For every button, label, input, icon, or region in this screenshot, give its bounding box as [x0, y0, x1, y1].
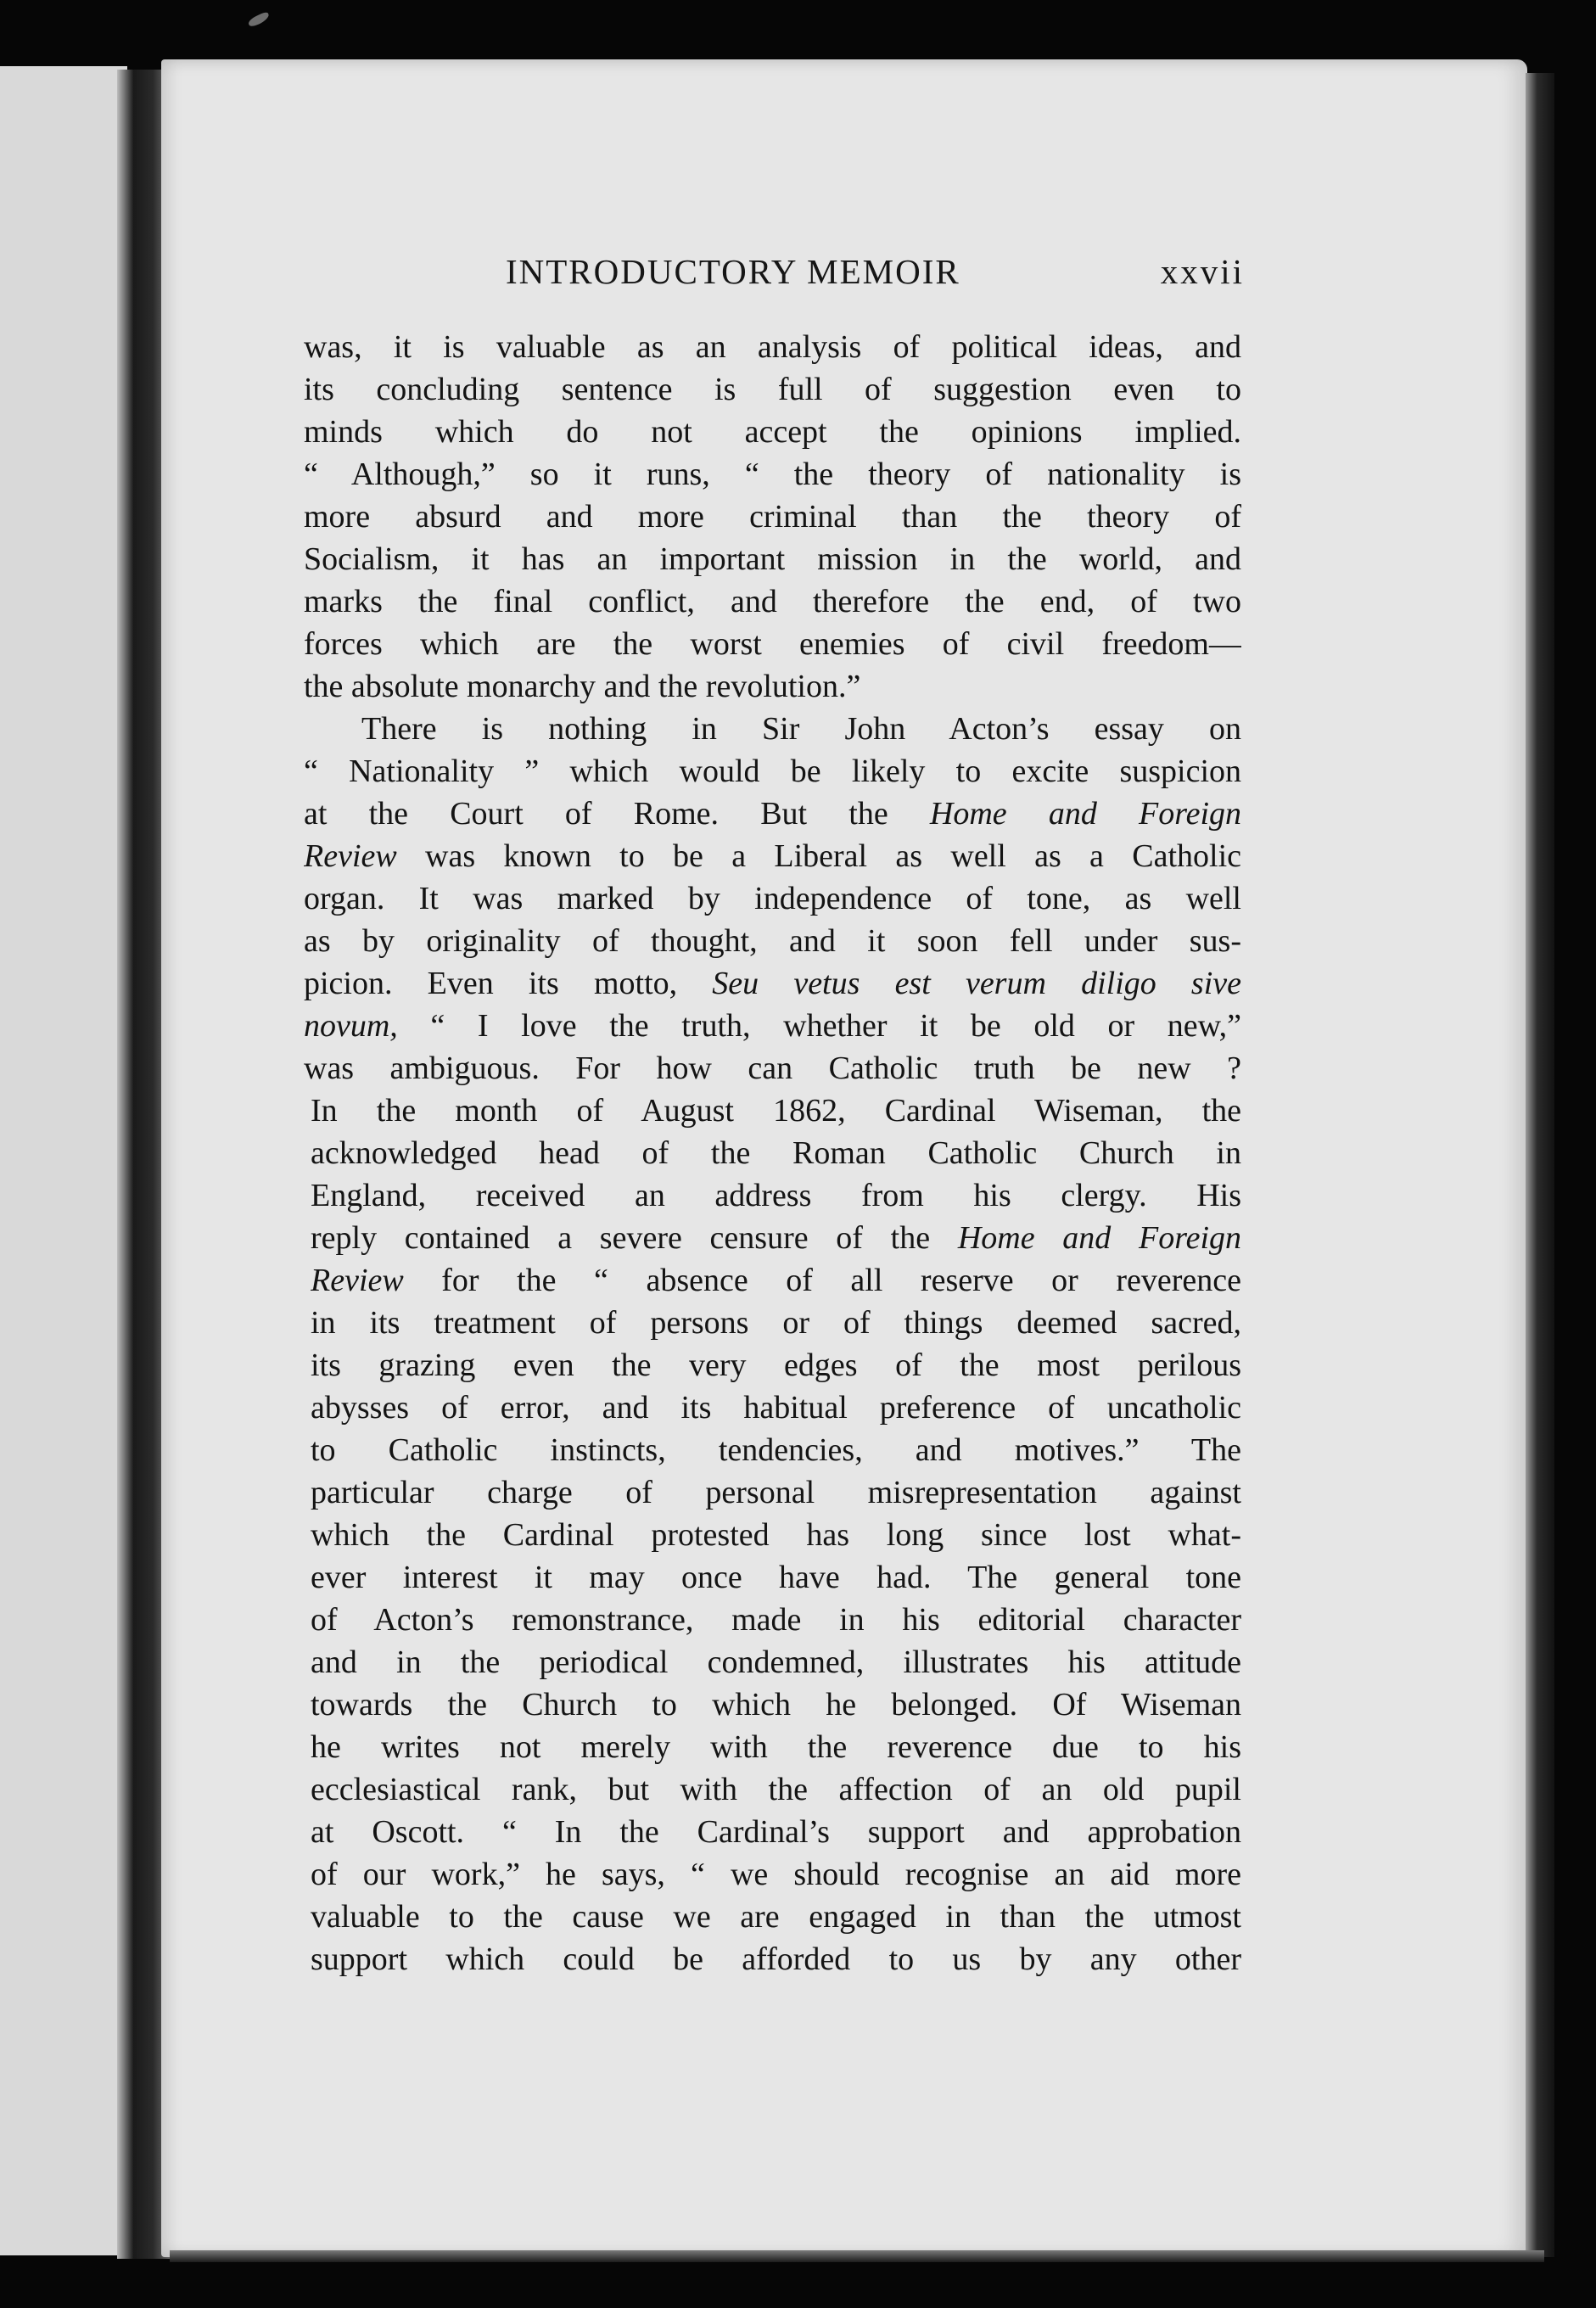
text-line [304, 793, 1241, 835]
text-line: was ambiguous. For how can Catholic truth be new ? [304, 1050, 1241, 1086]
text-line: the absolute monarchy and the revolution.” [304, 669, 861, 704]
text-line: of our work,” he says, “ we should recognise an aid more [311, 1857, 1241, 1892]
italic-title: Home and Foreign [957, 1220, 1241, 1256]
text-line: England, received an address from his clergy. His [311, 1178, 1241, 1213]
text-line: ever interest it may once have had. The general tone [311, 1560, 1241, 1595]
text-line: more absurd and more criminal than the theory of [304, 499, 1241, 535]
line-text: at the Court of Rome. But the [304, 796, 930, 832]
italic-title: Home and Foreign [929, 796, 1241, 832]
text-line: minds which do not accept the opinions implied. [304, 414, 1241, 450]
paragraph-start-line: There is nothing in Sir John Acton’s essay on [361, 711, 1241, 747]
text-line: was, it is valuable as an analysis of political ideas, and [304, 329, 1241, 365]
page-bottom-edge [170, 2250, 1544, 2262]
text-line: towards the Church to which he belonged. Of Wiseman [311, 1687, 1241, 1723]
line-text: for the “ absence of all reserve or reverence [403, 1263, 1241, 1298]
text-line [311, 1217, 1241, 1259]
text-line: acknowledged head of the Roman Catholic Church in [311, 1135, 1241, 1171]
text-line: which the Cardinal protested has long since lost what- [311, 1517, 1241, 1553]
text-line [311, 1259, 1241, 1302]
line-text: “ I love the truth, whether it be old or new,” [397, 1008, 1241, 1044]
text-line: In the month of August 1862, Cardinal Wiseman, the [311, 1093, 1241, 1129]
text-line: support which could be afforded to us by any other [311, 1941, 1241, 1977]
running-head-title: INTRODUCTORY MEMOIR [506, 252, 960, 291]
text-line: “ Although,” so it runs, “ the theory of nationality is [304, 457, 1241, 492]
text-line [304, 835, 1241, 877]
text-line: marks the final conflict, and therefore the end, of two [304, 584, 1241, 619]
italic-title: Review [311, 1263, 404, 1298]
text-line: forces which are the worst enemies of civil freedom— [304, 626, 1241, 662]
text-line: its grazing even the very edges of the most perilous [311, 1347, 1241, 1383]
text-line: “ Nationality ” which would be likely to excite suspicion [304, 753, 1241, 789]
text-line: Socialism, it has an important mission in the world, and [304, 541, 1241, 577]
text-line: particular charge of personal misrepresentation against [311, 1475, 1241, 1510]
body-text [304, 326, 1241, 1980]
line-text: was known to be a Liberal as well as a Catholic [396, 838, 1241, 874]
text-line: valuable to the cause we are engaged in than the utmost [311, 1899, 1241, 1935]
page-number: xxvii [1160, 252, 1245, 291]
text-line: at Oscott. “ In the Cardinal’s support and approbation [311, 1814, 1241, 1850]
italic-title: Review [304, 838, 397, 874]
page-edge-shadow [1526, 73, 1554, 2257]
text-line: and in the periodical condemned, illustrates his attitude [311, 1644, 1241, 1680]
running-head [307, 251, 1245, 302]
italic-motto: novum, [304, 1008, 398, 1044]
left-page-edge [0, 66, 127, 2255]
scan-speck [247, 11, 271, 28]
text-line: to Catholic instincts, tendencies, and motives.” The [311, 1432, 1241, 1468]
text-line: abysses of error, and its habitual preference of uncatholic [311, 1390, 1241, 1426]
text-line: in its treatment of persons or of things deemed sacred, [311, 1305, 1241, 1341]
italic-motto: Seu vetus est verum diligo sive [712, 966, 1241, 1001]
text-line: ecclesiastical rank, but with the affection of an old pupil [311, 1772, 1241, 1807]
text-line [304, 1005, 1241, 1047]
text-line: he writes not merely with the reverence due to his [311, 1729, 1241, 1765]
text-line: organ. It was marked by independence of tone, as well [304, 881, 1241, 916]
text-line: its concluding sentence is full of suggestion even to [304, 372, 1241, 407]
text-line: of Acton’s remonstrance, made in his editorial character [311, 1602, 1241, 1638]
text-line: as by originality of thought, and it soon fell under sus- [304, 923, 1241, 959]
line-text: picion. Even its motto, [304, 966, 713, 1001]
line-text: reply contained a severe censure of the [311, 1220, 958, 1256]
text-line [304, 962, 1241, 1005]
